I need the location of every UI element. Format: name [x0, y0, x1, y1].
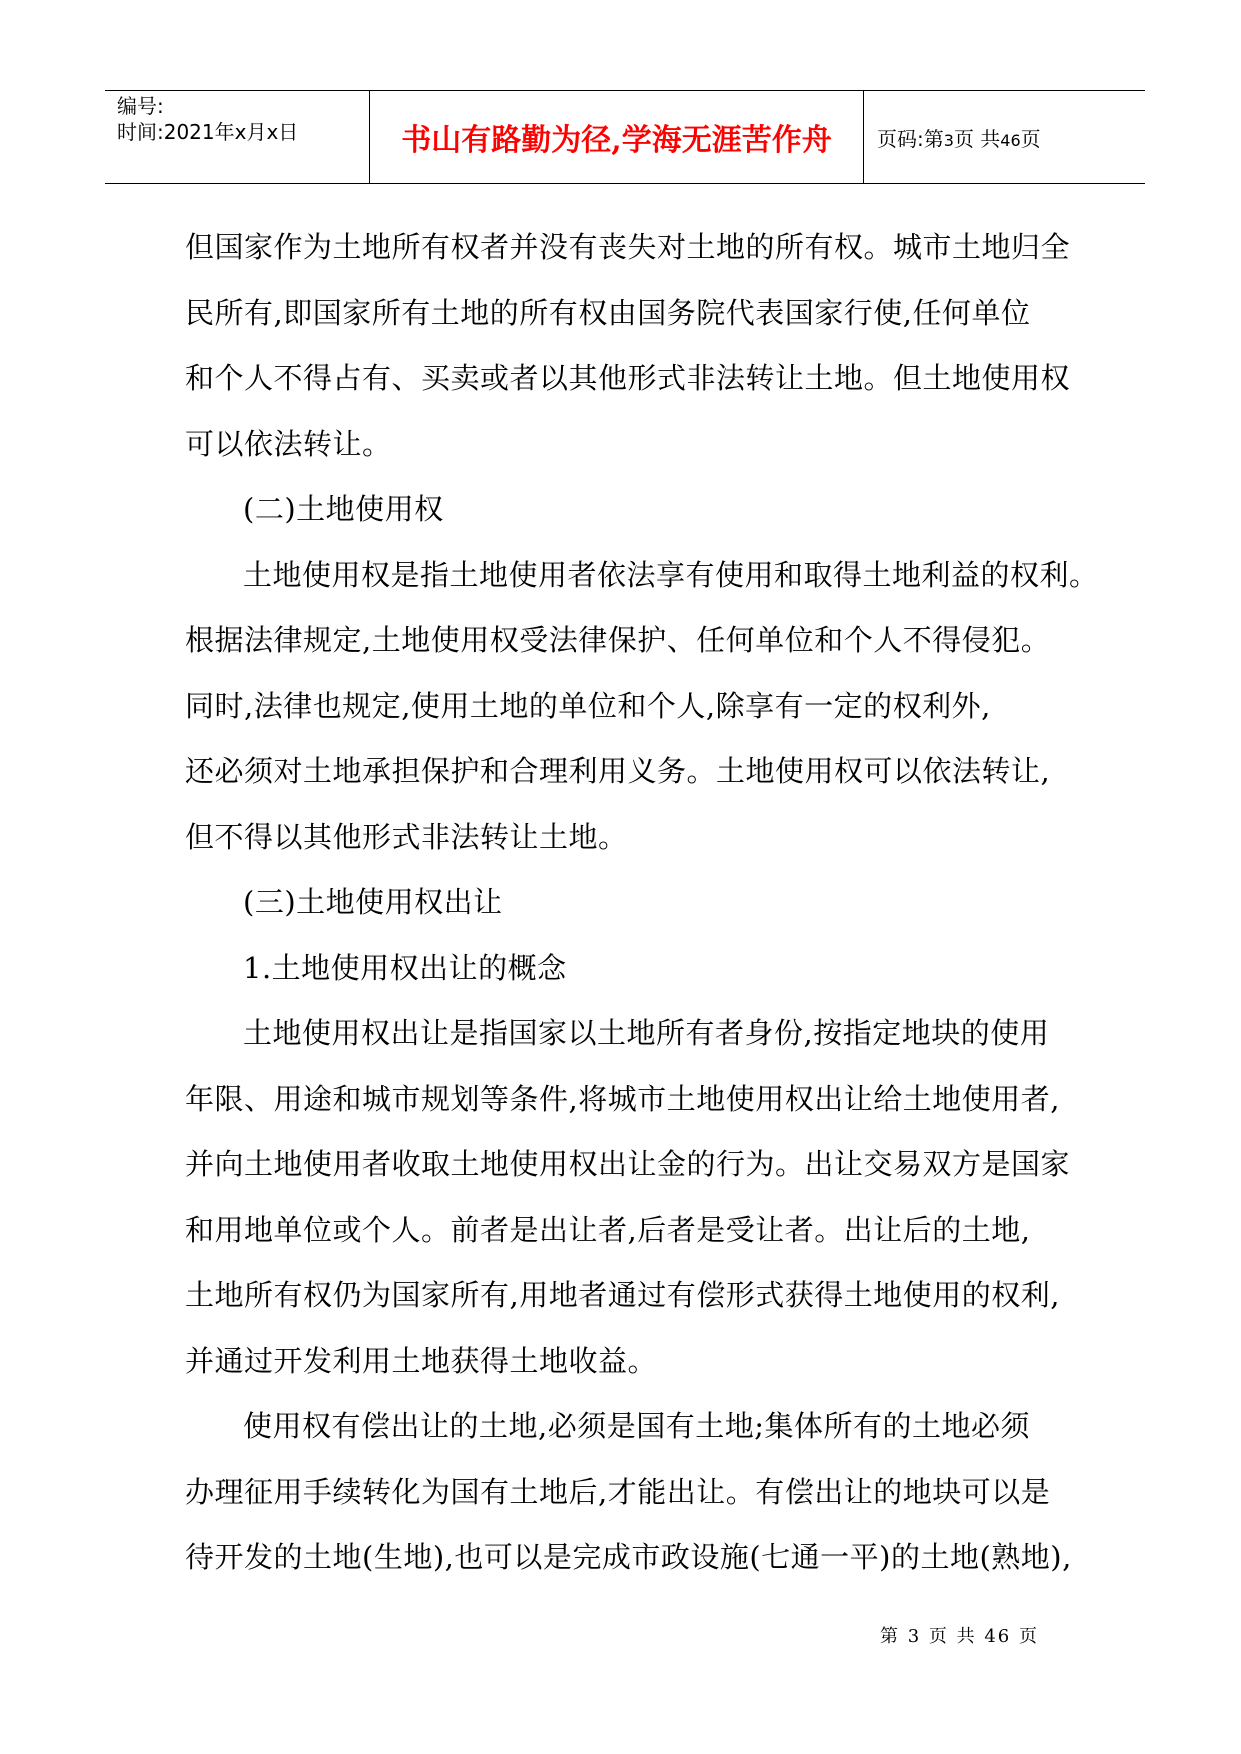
header-motto: 书山有路勤为径,学海无涯苦作舟 [401, 123, 832, 158]
header-motto-cell [370, 91, 864, 183]
body-line: 办理征用手续转化为国有土地后,才能出让。有偿出让的地块可以是 [185, 1474, 1051, 1509]
body-line: 土地所有权仍为国家所有,用地者通过有偿形式获得土地使用的权利, [185, 1278, 1060, 1312]
document-number-label: 编号: [117, 94, 164, 118]
body-line: 但不得以其他形式非法转让土地。 [185, 819, 628, 854]
body-line: 并向土地使用者收取土地使用权出让金的行为。出让交易双方是国家 [185, 1147, 1071, 1181]
header-meta-cell [105, 91, 370, 183]
body-line: 待开发的土地(生地),也可以是完成市政设施(七通一平)的土地(熟地), [185, 1540, 1072, 1574]
body-line: 使用权有偿出让的土地,必须是国有土地;集体所有的土地必须 [243, 1409, 1030, 1443]
body-line: 还必须对土地承担保护和合理利用义务。土地使用权可以依法转让, [185, 754, 1051, 788]
body-line: 和用地单位或个人。前者是出让者,后者是受让者。出让后的土地, [185, 1212, 1031, 1247]
page-label: 页码:第 [877, 126, 944, 151]
document-body [185, 215, 1099, 1591]
section-heading: (二)土地使用权 [243, 492, 444, 526]
body-line: 并通过开发利用土地获得土地收益。 [185, 1343, 658, 1378]
body-line: 土地使用权出让是指国家以土地所有者身份,按指定地块的使用 [243, 1016, 1050, 1050]
body-line: 民所有,即国家所有土地的所有权由国务院代表国家行使,任何单位 [185, 295, 1031, 330]
body-line: 根据法律规定,土地使用权受法律保护、任何单位和个人不得侵犯。 [185, 623, 1051, 657]
page-end: 页 [1020, 126, 1041, 151]
body-line: 土地使用权是指土地使用者依法享有使用和取得土地利益的权利。 [243, 557, 1099, 592]
page-mid: 页 共 [953, 126, 1001, 151]
section-heading: (三)土地使用权出让 [243, 885, 503, 919]
subsection-heading: 1.土地使用权出让的概念 [243, 950, 567, 985]
header-page-number [877, 123, 1041, 152]
document-time-label: 时间:2021年x月x日 [117, 120, 299, 144]
body-line: 可以依法转让。 [185, 426, 392, 461]
page-current: 3 [943, 130, 954, 150]
body-line: 和个人不得占有、买卖或者以其他形式非法转让土地。但土地使用权 [185, 361, 1071, 395]
header-page-cell [865, 91, 1145, 183]
document-header [105, 90, 1145, 184]
page-footer: 第 3 页 共 46 页 [880, 1626, 1039, 1647]
page-total: 46 [1000, 130, 1021, 150]
body-line: 年限、用途和城市规划等条件,将城市土地使用权出让给土地使用者, [185, 1081, 1060, 1116]
body-line: 但国家作为土地所有权者并没有丧失对土地的所有权。城市土地归全 [185, 230, 1071, 264]
body-line: 同时,法律也规定,使用土地的单位和个人,除享有一定的权利外, [185, 688, 991, 723]
